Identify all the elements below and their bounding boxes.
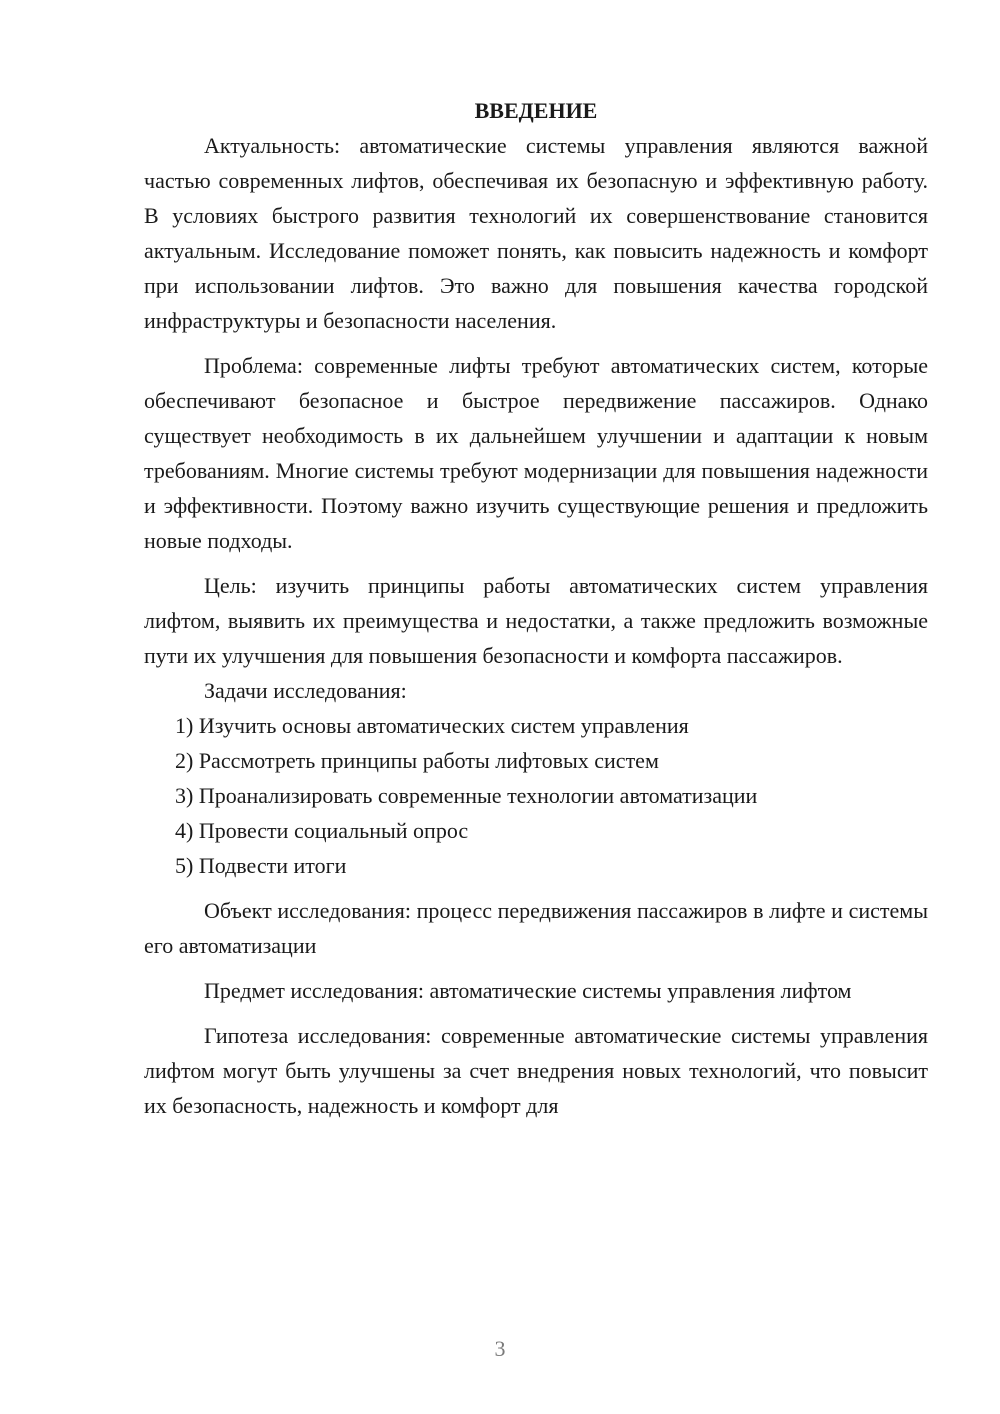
problem-paragraph: Проблема: современные лифты требуют автоматических систем, которые обеспечивают безопасное и быстрое передвижение пассажиров. Однако существует необходимость в их дальнейшем улучшении и адаптации к новым требованиям. Многие системы требуют модернизации для повышения надежности и эффективности. Поэтому важно изучить существующие решения и предложить новые подходы.: [144, 353, 928, 553]
list-item: 1) Изучить основы автоматических систем управления: [175, 713, 689, 738]
subject-paragraph: Предмет исследования: автоматические системы управления лифтом: [204, 978, 852, 1003]
relevance-paragraph: Актуальность: автоматические системы управления являются важной частью современных лифтов, обеспечивая их безопасную и эффективную работу. В условиях быстрого развития технологий их совершенствование становится актуальным. Исследование поможет понять, как повысить надежность и комфорт при использовании лифтов. Это важно для повышения качества городской инфраструктуры и безопасности населения.: [144, 133, 928, 333]
goal-paragraph: Цель: изучить принципы работы автоматических систем управления лифтом, выявить их преимущества и недостатки, а также предложить возможные пути их улучшения для повышения безопасности и комфорта пассажиров.: [144, 573, 928, 668]
list-item: 3) Проанализировать современные технологии автоматизации: [175, 783, 758, 808]
hypothesis-paragraph: Гипотеза исследования: современные автоматические системы управления лифтом могут быть улучшены за счет внедрения новых технологий, что повысит их безопасность, надежность и комфорт для: [144, 1023, 928, 1118]
page-content: [144, 93, 928, 1123]
page-title: ВВЕДЕНИЕ: [474, 98, 598, 123]
object-paragraph: Объект исследования: процесс передвижения пассажиров в лифте и системы его автоматизации: [144, 898, 928, 958]
list-item: 4) Провести социальный опрос: [175, 818, 469, 843]
list-item: 2) Рассмотреть принципы работы лифтовых систем: [175, 748, 659, 773]
tasks-label: Задачи исследования:: [204, 678, 407, 703]
tasks-list: [144, 708, 928, 883]
list-item: 5) Подвести итоги: [175, 853, 347, 878]
page-number: 3: [494, 1336, 506, 1361]
